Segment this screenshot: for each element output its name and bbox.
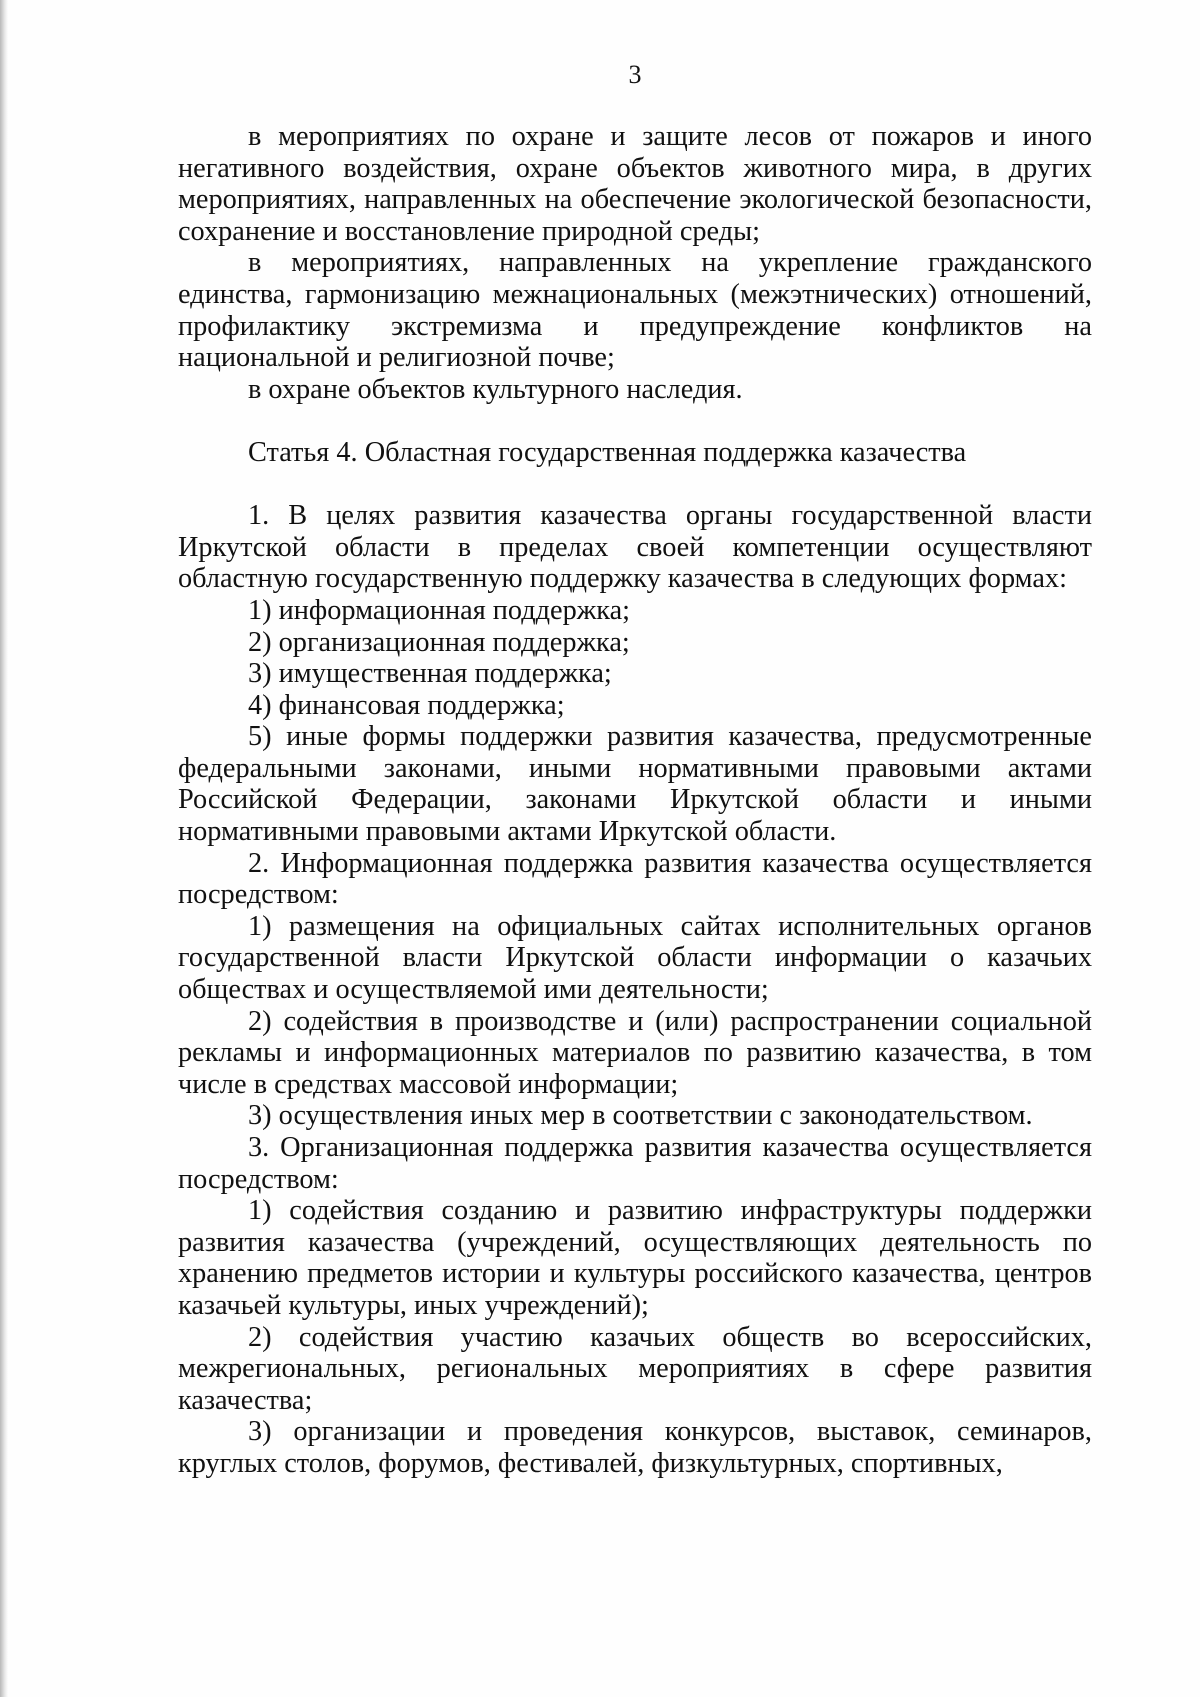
list-item: 5) иные формы поддержки развития казачества, предусмотренные федеральными законами, иными нормативными правовыми актами Российской Федерации, законами Иркутской области и иными нормативными правовыми актами Иркутской области. (178, 721, 1092, 848)
list-item: 3) осуществления иных мер в соответствии с законодательством. (248, 1100, 1033, 1132)
paragraph-clause-2: 2. Информационная поддержка развития казачества осуществляется посредством: (178, 847, 1092, 911)
list-item: 2) содействия участию казачьих обществ во всероссийских, межрегиональных, региональных мероприятиях в сфере развития казачества; (178, 1321, 1092, 1416)
paragraph-clause-1: 1. В целях развития казачества органы государственной власти Иркутской области в пределах своей компетенции осуществляют областную государственную поддержку казачества в следующих формах: (178, 500, 1092, 595)
scan-edge-shadow (0, 0, 8, 1697)
paragraph-forests: в мероприятиях по охране и защите лесов от пожаров и иного негативного воздействия, охране объектов животного мира, в других мероприятиях, направленных на обеспечение экологической безопасности, сохранение и восстановление природной среды; (178, 121, 1092, 247)
list-item: 4) финансовая поддержка; (248, 689, 565, 721)
document-body (178, 121, 1092, 1480)
list-item: 3) имущественная поддержка; (248, 658, 612, 690)
paragraph-civil-unity: в мероприятиях, направленных на укрепление гражданского единства, гармонизацию межнациональных (межэтнических) отношений, профилактику экстремизма и предупреждение конфликтов на национальной и религиозной почве; (178, 247, 1092, 374)
paragraph-cultural-heritage: в охране объектов культурного наследия. (248, 373, 743, 405)
list-item: 2) организационная поддержка; (248, 626, 630, 658)
spacer (178, 405, 1092, 437)
list-item: 1) размещения на официальных сайтах исполнительных органов государственной власти Иркутской области информации о казачьих обществах и осуществляемой ими деятельности; (178, 910, 1092, 1006)
list-item: 3) организации и проведения конкурсов, выставок, семинаров, круглых столов, форумов, фестивалей, физкультурных, спортивных, (178, 1416, 1092, 1479)
page-number: 3 (628, 60, 642, 89)
paragraph-clause-3: 3. Организационная поддержка развития казачества осуществляется посредством: (178, 1132, 1092, 1195)
list-item: 1) информационная поддержка; (248, 594, 631, 626)
spacer (178, 469, 1092, 501)
article-heading: Статья 4. Областная государственная поддержка казачества (248, 436, 967, 468)
list-item: 1) содействия созданию и развитию инфраструктуры поддержки развития казачества (учреждений, осуществляющих деятельность по хранению предметов истории и культуры российского казачества, центров казачьей культуры, иных учреждений); (178, 1195, 1092, 1321)
list-item: 2) содействия в производстве и (или) распространении социальной рекламы и информационных материалов по развитию казачества, в том числе в средствах массовой информации; (178, 1005, 1092, 1100)
